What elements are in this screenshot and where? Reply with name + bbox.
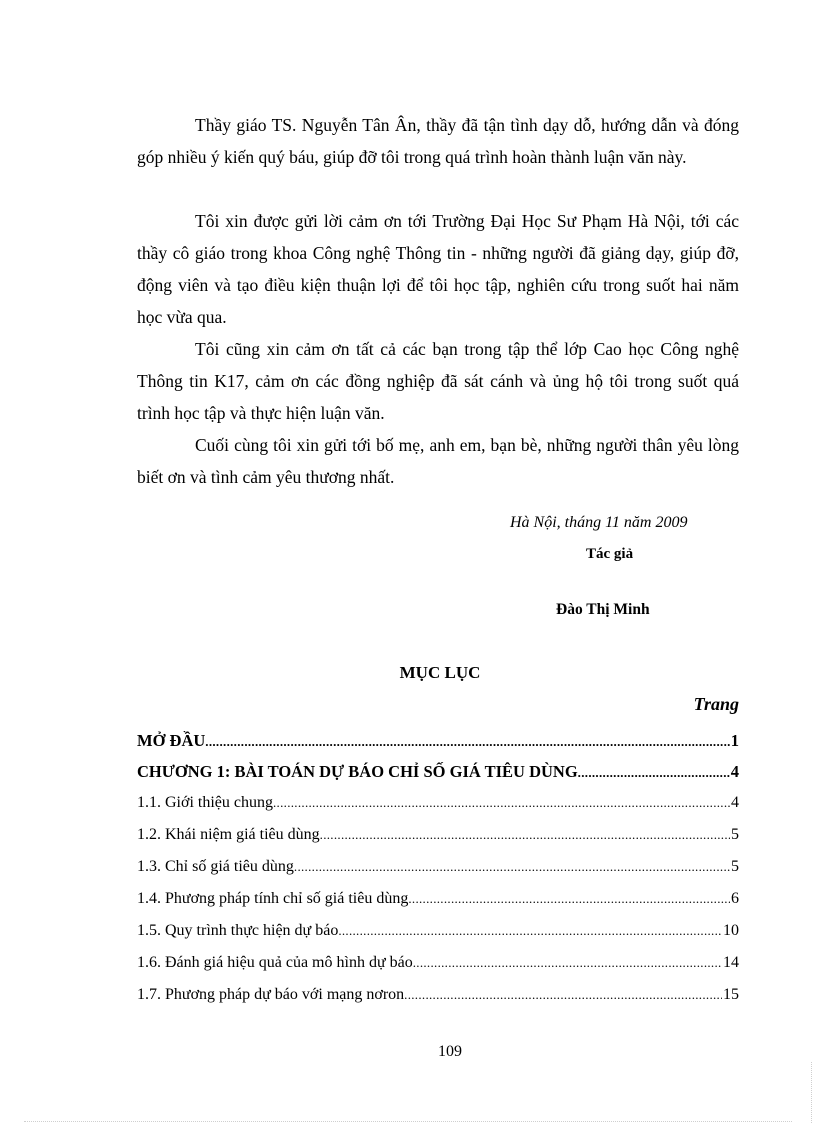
signature-name: Đào Thị Minh (556, 601, 650, 618)
toc-leader-dots (413, 955, 722, 971)
toc-leader-dots (320, 827, 730, 843)
toc-leader-dots (404, 987, 722, 1003)
toc-entry-page: 5 (731, 858, 739, 875)
toc-entry-label: 1.4. Phương pháp tính chỉ số giá tiêu dùng (137, 890, 409, 907)
toc-entry-page: 15 (723, 986, 739, 1003)
toc-entry (137, 731, 739, 755)
signature-role: Tác giả (586, 546, 634, 562)
toc-entry-label: 1.1. Giới thiệu chung (137, 794, 273, 811)
toc-entry (137, 762, 739, 786)
signature-date: Hà Nội, tháng 11 năm 2009 (510, 514, 688, 531)
toc-entry-page: 14 (723, 954, 739, 971)
toc-leader-dots (205, 734, 729, 750)
toc-entry-label: CHƯƠNG 1: BÀI TOÁN DỰ BÁO CHỈ SỐ GIÁ TIÊU DÙNG (137, 762, 578, 781)
toc-title: MỤC LỤC (399, 663, 481, 682)
toc-entry (137, 954, 739, 978)
toc-entry (137, 794, 739, 818)
toc-page-header: Trang (693, 694, 739, 714)
acknowledgement-paragraph: Tôi xin được gửi lời cảm ơn tới Trường Đại Học Sư Phạm Hà Nội, tới các thầy cô giáo trong khoa Công nghệ Thông tin - những người đã giảng dạy, giúp đỡ, động viên và tạo điều kiện thuận lợi để tôi học tập, nghiên cứu trong suốt hai năm học vừa qua. (137, 211, 739, 327)
toc-leader-dots (578, 765, 730, 781)
toc-entry (137, 858, 739, 882)
toc-entry (137, 890, 739, 914)
toc-entry-label: 1.3. Chỉ số giá tiêu dùng (137, 858, 294, 875)
toc-entry (137, 986, 739, 1010)
acknowledgement-paragraph: Cuối cùng tôi xin gửi tới bố mẹ, anh em, bạn bè, những người thân yêu lòng biết ơn và tình cảm yêu thương nhất. (137, 435, 739, 487)
page-edge-divider (811, 1062, 812, 1123)
toc-entry (137, 826, 739, 850)
toc-leader-dots (273, 795, 730, 811)
toc-entry-label: MỞ ĐẦU (137, 731, 206, 750)
toc-leader-dots (408, 891, 730, 907)
toc-entry-page: 5 (731, 826, 739, 843)
page-edge-divider (24, 1121, 792, 1122)
toc-entry (137, 922, 739, 946)
toc-entry-page: 4 (730, 762, 739, 781)
toc-entry-page: 6 (731, 890, 739, 907)
toc-leader-dots (338, 923, 722, 939)
toc-entry-label: 1.5. Quy trình thực hiện dự báo (137, 922, 339, 939)
acknowledgement-paragraph: Thầy giáo TS. Nguyễn Tân Ân, thầy đã tận tình dạy dỗ, hướng dẫn và đóng góp nhiều ý kiến quý báu, giúp đỡ tôi trong quá trình hoàn thành luận văn này. (137, 115, 739, 167)
toc-leader-dots (294, 859, 730, 875)
toc-entry-label: 1.2. Khái niệm giá tiêu dùng (137, 826, 320, 843)
toc-entry-label: 1.7. Phương pháp dự báo với mạng nơron (137, 986, 405, 1003)
acknowledgement-paragraph: Tôi cũng xin cảm ơn tất cả các bạn trong tập thể lớp Cao học Công nghệ Thông tin K17, cảm ơn các đồng nghiệp đã sát cánh và ủng hộ tôi trong suốt quá trình học tập và thực hiện luận văn. (137, 339, 739, 423)
toc-entry-label: 1.6. Đánh giá hiệu quả của mô hình dự báo (137, 954, 413, 971)
page-number: 109 (438, 1043, 462, 1060)
toc-entry-page: 1 (730, 731, 739, 750)
toc-entry-page: 10 (723, 922, 739, 939)
toc-entry-page: 4 (731, 794, 739, 811)
